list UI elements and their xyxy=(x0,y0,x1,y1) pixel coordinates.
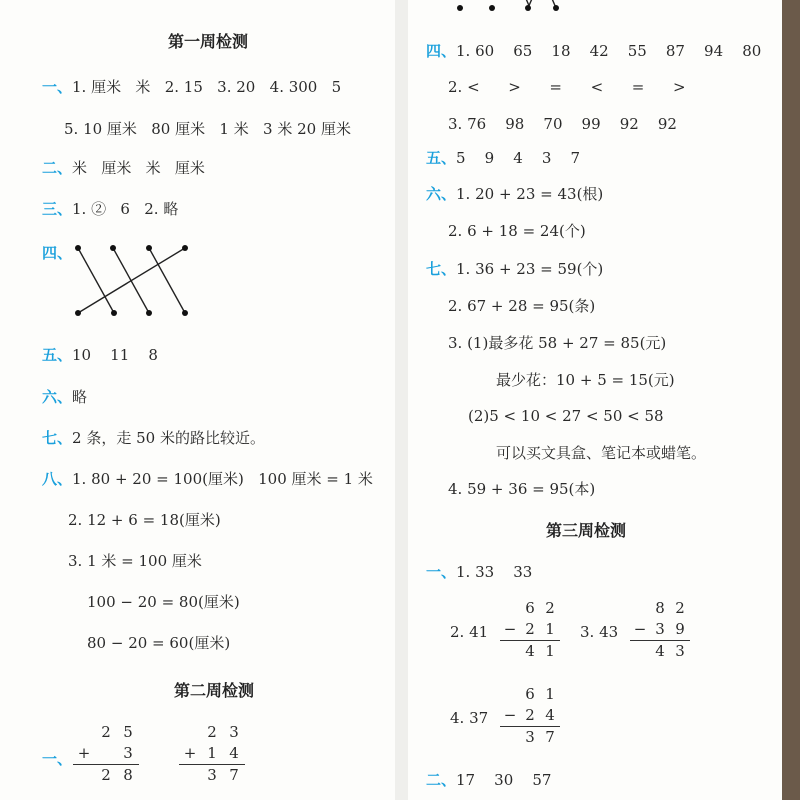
answer-page-left xyxy=(0,0,395,800)
label-4-37: 4. 37 xyxy=(450,709,489,727)
section-marker: 八、 xyxy=(42,470,73,488)
san-line: 三、1. ② 6 2. 略 xyxy=(42,200,179,218)
ba-line-1: 八、1. 80 + 20 = 100(厘米) 100 厘米 = 1 米 xyxy=(42,470,373,488)
match-dot xyxy=(110,245,116,251)
wu-line: 五、10 11 8 xyxy=(42,346,158,364)
w2-yi-line xyxy=(42,749,72,769)
match-dot xyxy=(146,310,152,316)
match-dot xyxy=(75,245,81,251)
page-gutter xyxy=(395,0,408,800)
qi-line-3: 3. (1)最多花 58 + 27 = 85(元) xyxy=(448,334,667,352)
match-dot xyxy=(146,245,152,251)
vertical-subtraction-c: 6 1 − 2 4 3 7 xyxy=(500,684,560,748)
qi-line: 七、2 条，走 50 米的路比较近。 xyxy=(42,429,265,447)
w3-yi-line-1: 一、1. 33 33 xyxy=(426,563,533,581)
section-marker: 四、 xyxy=(426,42,457,60)
week1-title: 第一周检测 xyxy=(168,32,249,51)
week3-title: 第三周检测 xyxy=(546,521,627,540)
label-2-41: 2. 41 xyxy=(450,623,489,641)
label-3-43: 3. 43 xyxy=(580,623,619,641)
section-marker: 一、 xyxy=(42,78,73,96)
vertical-subtraction-a: 6 2 − 2 1 4 1 xyxy=(500,598,560,662)
vertical-addition-2: 2 3 + 1 4 3 7 xyxy=(179,722,245,786)
match-line xyxy=(149,248,185,313)
qi-line-6: 可以买文具盒、笔记本或蜡笔。 xyxy=(496,444,707,462)
liu-line-2: 2. 6 + 18 = 24(个) xyxy=(448,222,586,240)
ba-line-4: 100 − 20 = 80(厘米) xyxy=(87,593,240,611)
vertical-subtraction-b: 8 2 − 3 9 4 3 xyxy=(630,598,690,662)
section-marker: 七、 xyxy=(426,260,457,278)
answer-page-right xyxy=(408,0,782,800)
qi-line-4: 最少花：10 + 5 = 15(元) xyxy=(496,371,675,389)
si-line-1: 四、1. 60 65 18 42 55 87 94 80 xyxy=(426,42,762,60)
match-dot xyxy=(75,310,81,316)
liu-line: 六、略 xyxy=(42,388,88,406)
ba-line-2: 2. 12 + 6 = 18(厘米) xyxy=(68,511,221,529)
qi-line-5: (2)5 < 10 < 27 < 50 < 58 xyxy=(468,407,664,425)
qi-line-2: 2. 67 + 28 = 95(条) xyxy=(448,297,596,315)
qi-line-1: 七、1. 36 + 23 = 59(个) xyxy=(426,260,604,278)
ba-line-5: 80 − 20 = 60(厘米) xyxy=(87,634,231,652)
match-dot xyxy=(182,310,188,316)
ba-line-3: 3. 1 米 = 100 厘米 xyxy=(68,552,202,570)
wu-line-right: 五、5 9 4 3 7 xyxy=(426,149,581,167)
si-line-2: 2. < > = < = > xyxy=(448,78,686,96)
vertical-addition-1: 2 5 + 3 2 8 xyxy=(73,722,139,786)
cropped-diagram-top xyxy=(408,0,782,30)
er-line: 二、米 厘米 米 厘米 xyxy=(42,159,205,177)
section-marker: 六、 xyxy=(426,185,457,203)
match-line xyxy=(78,248,185,313)
section-marker: 二、 xyxy=(42,159,73,177)
match-line xyxy=(78,248,114,313)
section-marker: 五、 xyxy=(42,346,73,364)
section-marker: 四、 xyxy=(42,244,73,262)
match-dot xyxy=(182,245,188,251)
yi-line-1: 一、1. 厘米 米 2. 15 3. 20 4. 300 5 xyxy=(42,78,342,96)
section-marker: 一、 xyxy=(426,563,457,581)
liu-line-1: 六、1. 20 + 23 = 43(根) xyxy=(426,185,604,203)
qi-line-7: 4. 59 + 36 = 95(本) xyxy=(448,480,596,498)
section-marker: 二、 xyxy=(426,771,457,789)
w3-er-line: 二、17 30 57 xyxy=(426,771,552,789)
week2-title: 第二周检测 xyxy=(174,681,255,700)
match-dot xyxy=(111,310,117,316)
yi-line-2: 5. 10 厘米 80 厘米 1 米 3 米 20 厘米 xyxy=(64,120,351,138)
section-marker: 六、 xyxy=(42,388,73,406)
section-marker: 七、 xyxy=(42,429,73,447)
section-marker: 五、 xyxy=(426,149,457,167)
section-marker: 一、 xyxy=(42,750,73,768)
si-line-3: 3. 76 98 70 99 92 92 xyxy=(448,115,677,133)
section-marker: 三、 xyxy=(42,200,73,218)
